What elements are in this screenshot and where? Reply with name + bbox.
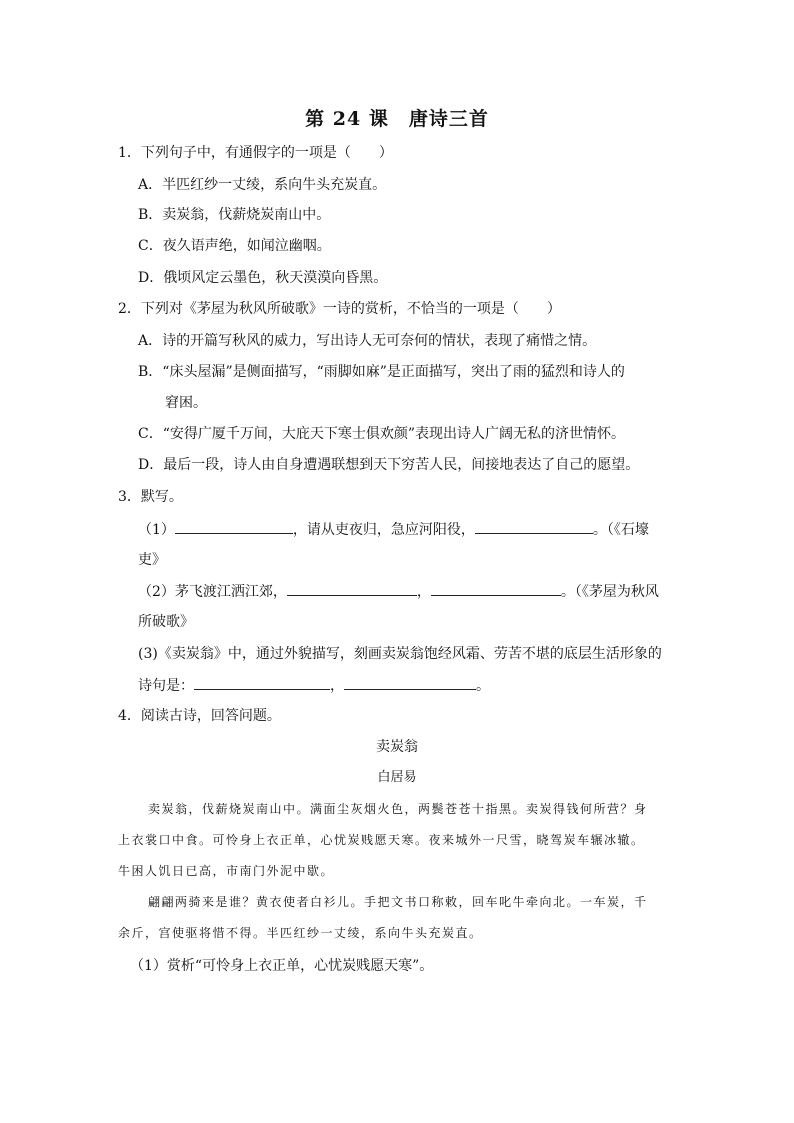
item-3-suffix: 。 [476, 678, 490, 694]
question-1-option-d: D．俄顷风定云墨色，秋天漠漠向昏黑。 [138, 270, 388, 286]
page-title: 第 24 课 唐诗三首 [305, 108, 489, 130]
poem-author: 白居易 [377, 770, 417, 785]
question-2-option-c: C．“安得广厦千万间，大庇天下寒士俱欢颜”表现出诗人广阔无私的济世情怀。 [138, 426, 626, 442]
fill-blank[interactable] [287, 581, 417, 596]
poem-line: 上衣裳口中食。可怜身上衣正单，心忧炭贱愿天寒。夜来城外一尺雪，晓驾炭车辗冰辙。 [118, 833, 645, 847]
question-3-item-2-continued: 所破歌》 [138, 614, 194, 630]
question-4-stem: 4．阅读古诗，回答问题。 [118, 708, 281, 724]
poem-line: 余斤，宫使驱将惜不得。半匹红纱一丈绫，系向牛头充炭直。 [118, 926, 483, 940]
item-3-prefix: 诗句是： [138, 678, 194, 694]
fill-blank[interactable] [194, 675, 330, 690]
question-3-item-1 [138, 519, 649, 540]
poem-line: 牛困人饥日已高，市南门外泥中歇。 [118, 864, 335, 878]
question-1-option-a: A．半匹红纱一丈绫，系向牛头充炭直。 [138, 177, 387, 193]
question-3-item-3-continued [138, 675, 490, 696]
question-3-item-3: (3)《卖炭翁》中，通过外貌描写，刻画卖炭翁饱经风霜、劳苦不堪的底层生活形象的 [138, 646, 662, 662]
item-2-prefix: （2）茅飞渡江洒江郊， [138, 584, 287, 600]
poem-title: 卖炭翁 [376, 739, 418, 755]
question-4-sub-1: （1）赏析“可怜身上衣正单，心忧炭贱愿天寒”。 [130, 958, 434, 974]
fill-blank[interactable] [475, 519, 593, 534]
question-1-option-b: B．卖炭翁，伐薪烧炭南山中。 [138, 207, 331, 223]
question-2-option-b-continued: 窘困。 [165, 395, 207, 411]
question-1-stem: 1．下列句子中，有通假字的一项是（ ） [118, 145, 393, 161]
question-2-option-a: A．诗的开篇写秋风的威力，写出诗人无可奈何的情状，表现了痛惜之情。 [138, 333, 597, 349]
question-3-stem: 3．默写。 [118, 489, 183, 505]
fill-blank[interactable] [344, 675, 476, 690]
question-3-item-1-continued: 吏》 [138, 552, 166, 568]
item-1-mid: ，请从吏夜归，急应河阳役， [292, 522, 475, 538]
question-2-option-b: B．“床头屋漏”是侧面描写，“雨脚如麻”是正面描写，突出了雨的猛烈和诗人的 [138, 364, 625, 380]
fill-blank[interactable] [175, 519, 293, 534]
item-2-mid: ， [416, 584, 431, 600]
question-3-item-2 [138, 581, 659, 602]
item-1-prefix: （1） [138, 522, 175, 538]
poem-line: 卖炭翁，伐薪烧炭南山中。满面尘灰烟火色，两鬓苍苍十指黑。卖炭得钱何所营？身 [148, 802, 648, 816]
item-1-suffix: 。（《石壕 [592, 522, 649, 538]
item-2-suffix: 。（《茅屋为秋风 [560, 584, 659, 600]
poem-line: 翩翩两骑来是谁？黄衣使者白衫儿。手把文书口称敕，回车叱牛牵向北。一车炭，千 [148, 895, 648, 909]
question-2-stem: 2．下列对《茅屋为秋风所破歌》一诗的赏析，不恰当的一项是（ ） [118, 301, 561, 317]
fill-blank[interactable] [431, 581, 561, 596]
question-1-option-c: C．夜久语声绝，如闻泣幽咽。 [138, 238, 331, 254]
item-3-mid: ， [330, 678, 344, 694]
question-2-option-d: D．最后一段，诗人由自身遭遇联想到天下穷苦人民，间接地表达了自己的愿望。 [138, 457, 640, 473]
